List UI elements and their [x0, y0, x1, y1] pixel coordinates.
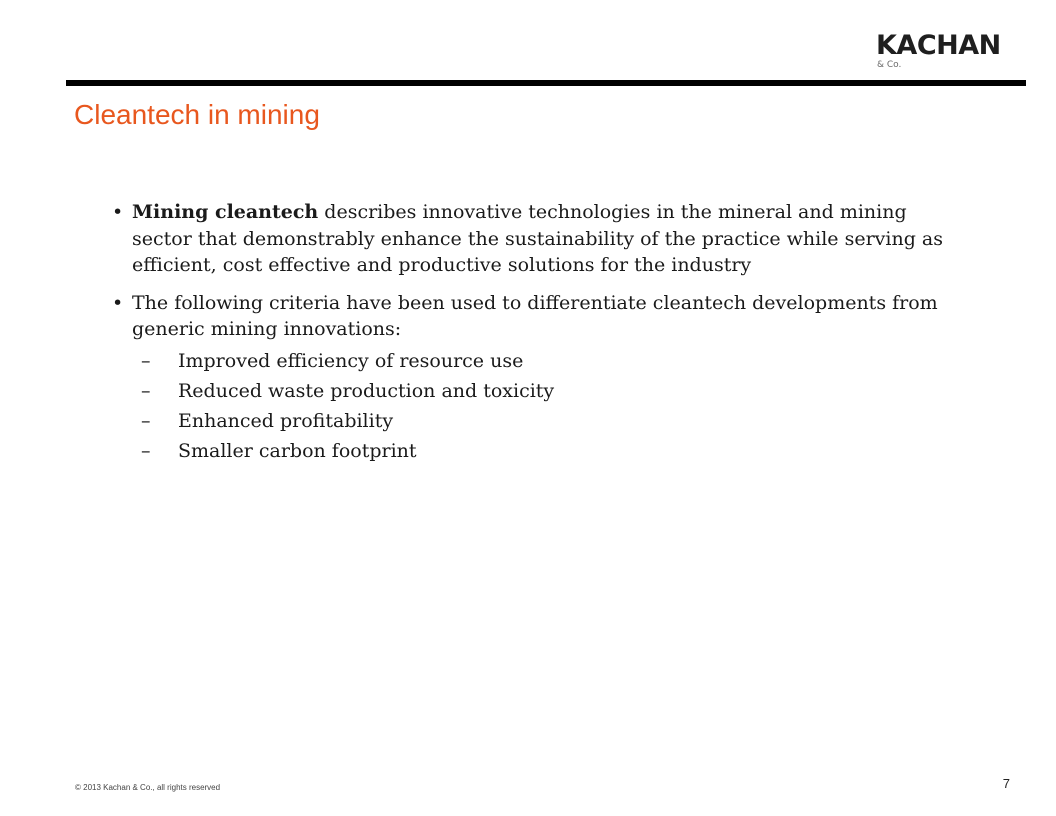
- header-rule: [66, 80, 1026, 86]
- dash-icon: –: [141, 409, 151, 432]
- dash-icon: –: [141, 379, 151, 402]
- bullet-list: [112, 199, 972, 465]
- bullet-icon: •: [112, 201, 124, 223]
- criteria-item: [132, 378, 972, 405]
- logo-subtext: & Co.: [877, 60, 902, 70]
- page-number: 7: [1002, 776, 1010, 791]
- bullet-text: describes innovative technologies in the mineral and mining sector that demonstrably enhance the sustainability of the practice while serving as efficient, cost effective and productive solutions for the industry: [132, 201, 943, 276]
- bullet-text: The following criteria have been used to differentiate cleantech developments from generic mining innovations:: [132, 291, 938, 340]
- slide-title: Cleantech in mining: [74, 99, 320, 130]
- criteria-item: [132, 408, 972, 435]
- dash-icon: –: [141, 349, 151, 372]
- logo-wordmark: KACHAN: [876, 30, 1001, 61]
- criteria-text: Smaller carbon footprint: [178, 439, 417, 462]
- dash-icon: –: [141, 439, 151, 462]
- bullet-item-criteria: [112, 290, 972, 465]
- criteria-text: Enhanced profitability: [178, 409, 394, 432]
- bullet-bold-term: Mining cleantech: [132, 201, 319, 223]
- criteria-text: Reduced waste production and toxicity: [178, 379, 555, 402]
- bullet-item-definition: [112, 199, 972, 279]
- criteria-item: [132, 438, 972, 465]
- criteria-list: [132, 348, 972, 465]
- bullet-icon: •: [112, 291, 124, 314]
- criteria-item: [132, 348, 972, 375]
- kachan-logo: [876, 32, 1026, 70]
- slide-body: [112, 199, 972, 476]
- footer-copyright: © 2013 Kachan & Co., all rights reserved: [75, 783, 221, 792]
- criteria-text: Improved efficiency of resource use: [178, 349, 524, 372]
